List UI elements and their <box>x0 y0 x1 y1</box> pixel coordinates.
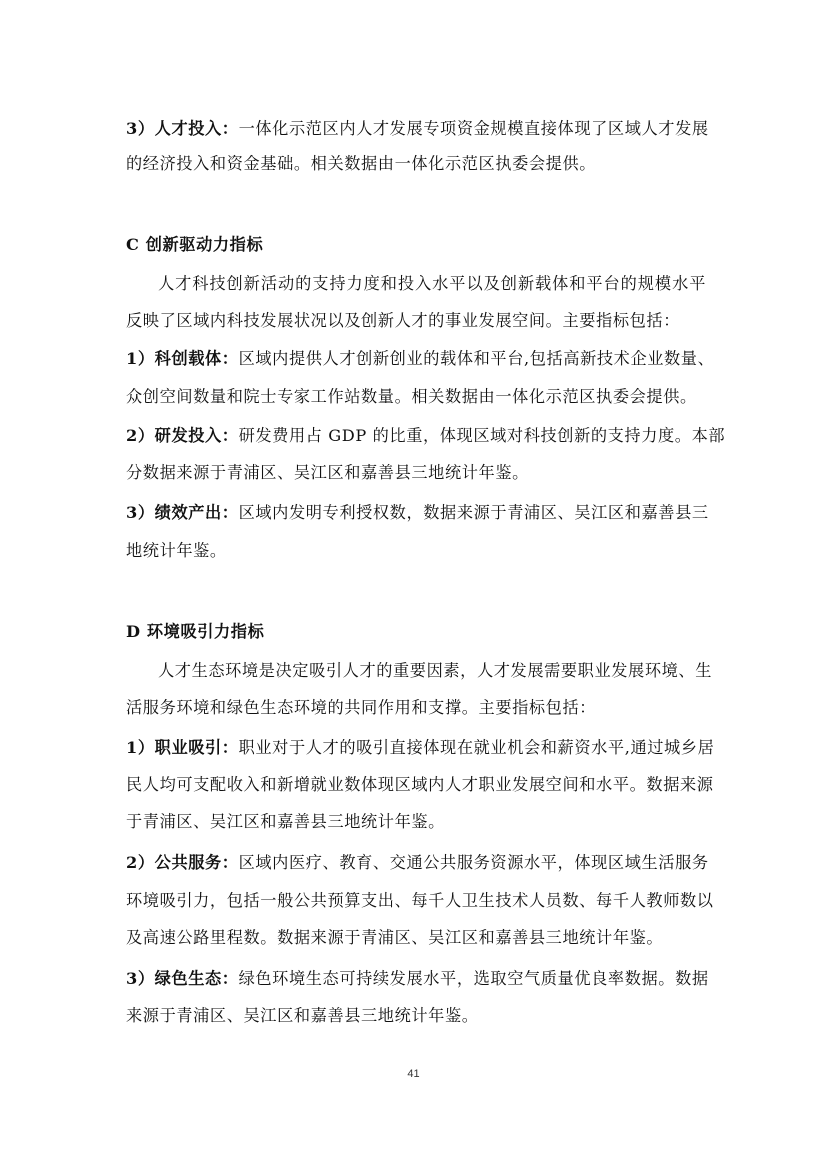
career-attraction-line-3: 于青浦区、吴江区和嘉善县三地统计年鉴。 <box>126 812 445 831</box>
item-title: 职业吸引： <box>154 738 239 757</box>
item-number: 3） <box>126 969 155 988</box>
item-text: 职业对于人才的吸引直接体现在就业机会和薪资水平,通过城乡居 <box>238 738 715 757</box>
green-ecology-line-2: 来源于青浦区、吴江区和嘉善县三地统计年鉴。 <box>126 1006 479 1025</box>
item-number: 2） <box>126 426 155 445</box>
public-services-line-2: 环境吸引力，包括一般公共预算支出、每千人卫生技术人员数、每千人教师数以 <box>126 891 714 910</box>
section-d-heading: D 环境吸引力指标 <box>126 622 265 641</box>
item-text: 绿色环境生态可持续发展水平，选取空气质量优良率数据。数据 <box>238 969 709 988</box>
talent-investment-line-2: 的经济投入和资金基础。相关数据由一体化示范区执委会提供。 <box>126 154 597 173</box>
talent-investment-line-1 <box>126 118 709 140</box>
item-title: 人才投入： <box>154 119 239 138</box>
performance-output-line-2: 地统计年鉴。 <box>126 541 227 560</box>
item-title: 研发投入： <box>154 426 239 445</box>
green-ecology-line-1 <box>126 968 709 990</box>
item-number: 2） <box>126 853 155 872</box>
rd-investment-line-1 <box>126 425 726 447</box>
item-number: 3） <box>126 119 155 138</box>
section-c-intro-line-2: 反映了区域内科技发展状况以及创新人才的事业发展空间。主要指标包括： <box>126 311 680 330</box>
item-title: 绿色生态： <box>154 969 239 988</box>
item-text: 区域内医疗、教育、交通公共服务资源水平，体现区域生活服务 <box>238 853 709 872</box>
innovation-carrier-line-2: 众创空间数量和院士专家工作站数量。相关数据由一体化示范区执委会提供。 <box>126 387 697 406</box>
section-d-intro-line-1: 人才生态环境是决定吸引人才的重要因素，人才发展需要职业发展环境、生 <box>158 661 712 680</box>
page-number: 41 <box>407 1068 420 1080</box>
item-number: 1） <box>126 349 155 368</box>
rd-investment-line-2: 分数据来源于青浦区、吴江区和嘉善县三地统计年鉴。 <box>126 463 529 482</box>
public-services-line-3: 及高速公路里程数。数据来源于青浦区、吴江区和嘉善县三地统计年鉴。 <box>126 928 664 947</box>
item-number: 1） <box>126 738 155 757</box>
section-c-heading: C 创新驱动力指标 <box>126 235 264 254</box>
item-text: 区域内提供人才创新创业的载体和平台,包括高新技术企业数量、 <box>238 349 715 368</box>
innovation-carrier-line-1 <box>126 348 715 370</box>
public-services-line-1 <box>126 852 709 874</box>
section-d-intro-line-2: 活服务环境和绿色生态环境的共同作用和支撑。主要指标包括： <box>126 698 597 717</box>
item-title: 公共服务： <box>154 853 239 872</box>
performance-output-line-1 <box>126 502 709 524</box>
item-text: 一体化示范区内人才发展专项资金规模直接体现了区域人才发展 <box>238 119 709 138</box>
item-text: 区域内发明专利授权数，数据来源于青浦区、吴江区和嘉善县三 <box>238 503 709 522</box>
career-attraction-line-1 <box>126 737 715 759</box>
career-attraction-line-2: 民人均可支配收入和新增就业数体现区域内人才职业发展空间和水平。数据来源 <box>126 775 714 794</box>
section-c-intro-line-1: 人才科技创新活动的支持力度和投入水平以及创新载体和平台的规模水平 <box>158 274 706 293</box>
item-title: 绩效产出： <box>154 503 239 522</box>
item-text: 研发费用占 GDP 的比重，体现区域对科技创新的支持力度。本部 <box>238 426 726 445</box>
item-title: 科创载体： <box>154 349 239 368</box>
item-number: 3） <box>126 503 155 522</box>
